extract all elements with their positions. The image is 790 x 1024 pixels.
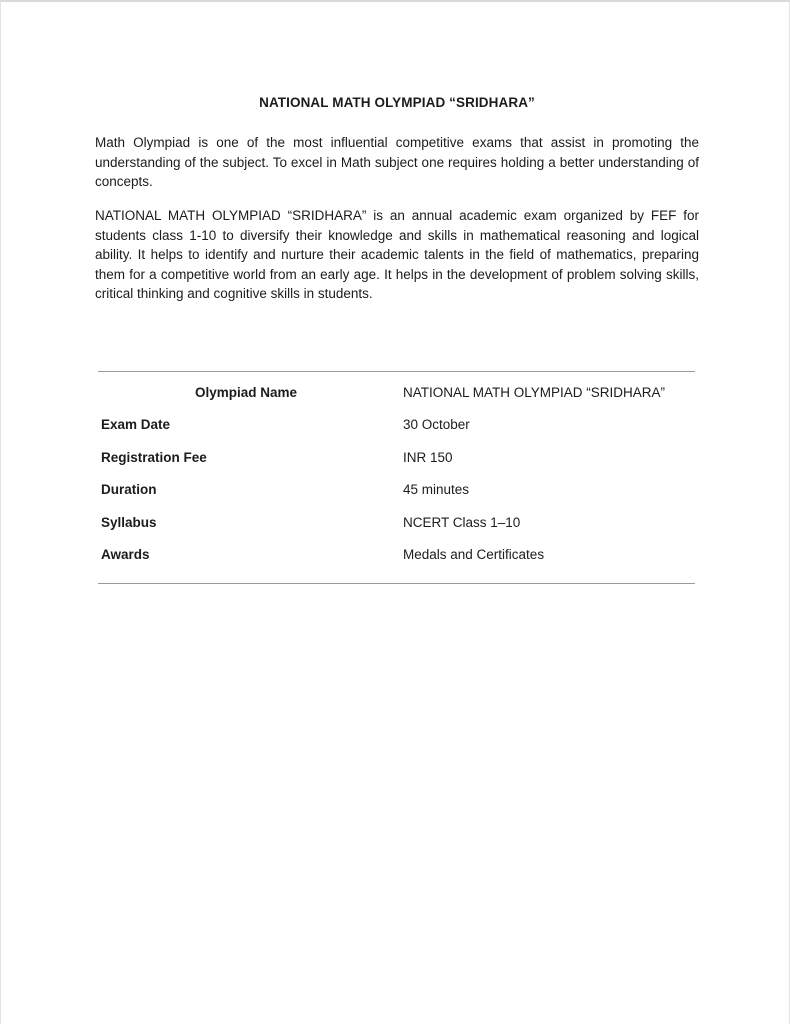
table-row [98,450,695,482]
row-value: 45 minutes [403,482,470,498]
table-header-row [98,385,695,417]
row-label: Exam Date [101,417,171,433]
intro-paragraph: Math Olympiad is one of the most influential competitive exams that assist in promoting the understanding of the subject. To excel in Math subject one requires holding a better understanding of concepts. [95,135,699,189]
olympiad-info-table [98,371,695,584]
table-row [98,482,695,514]
row-value: Medals and Certificates [403,546,545,562]
header-value: NATIONAL MATH OLYMPIAD “SRIDHARA” [403,385,666,400]
table-row [98,547,695,579]
row-value: INR 150 [403,449,453,465]
row-label: Syllabus [101,514,157,530]
description-paragraph: NATIONAL MATH OLYMPIAD “SRIDHARA” is an annual academic exam organized by FEF for students class 1-10 to diversify their knowledge and skills in mathematical reasoning and logical ability. It helps to identify and nurture their academic talents in the field of mathematics, preparing them for a competitive world from an early age. It helps in the development of problem solving skills, critical thinking and cognitive skills in students. [95,208,699,301]
table-row [98,515,695,547]
row-value: 30 October [403,417,470,433]
row-label: Duration [101,482,157,498]
row-value: NCERT Class 1–10 [403,514,521,530]
row-label: Awards [101,546,150,562]
row-label: Registration Fee [101,449,207,465]
table-row [98,417,695,449]
header-label: Olympiad Name [194,385,298,400]
page-title: NATIONAL MATH OLYMPIAD “SRIDHARA” [259,95,535,110]
